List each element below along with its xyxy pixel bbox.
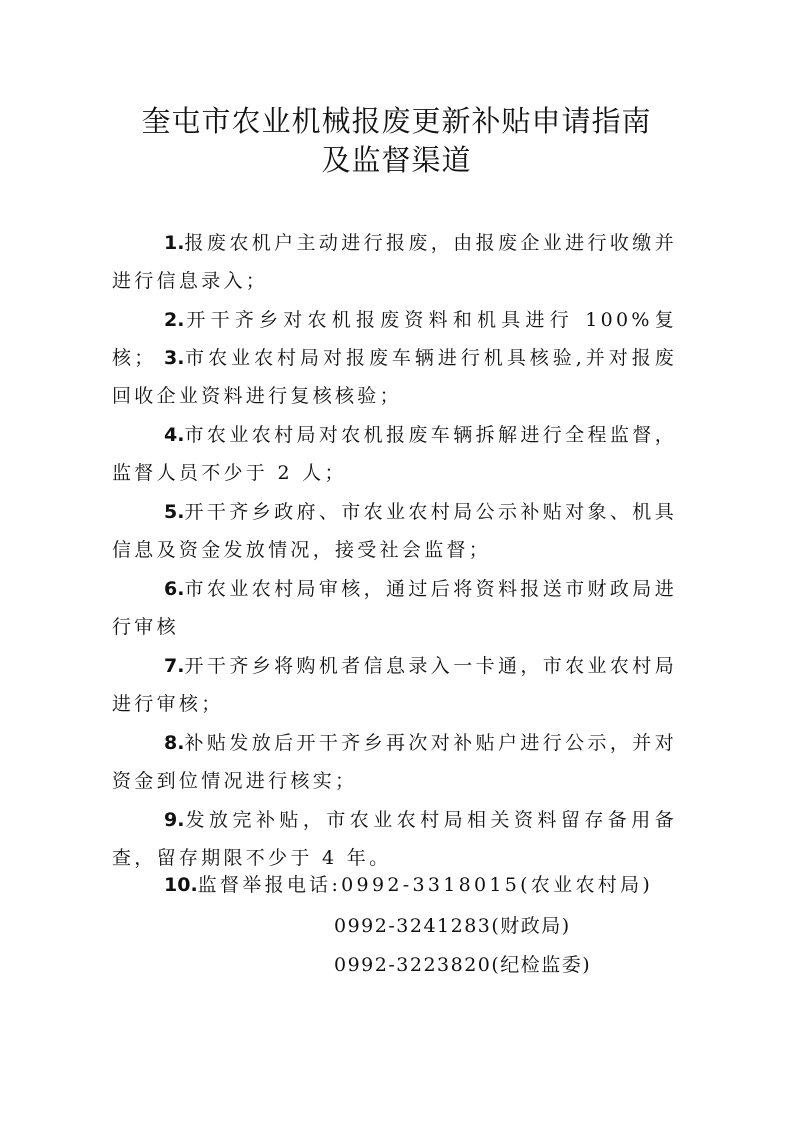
item-number: 7. [164,655,185,677]
item-text: 监督举报电话:0992-3318015(农业农村局) [197,874,654,896]
item-text: 开干齐乡将购机者信息录入一卡通，市农业农村局进行审核； [112,655,677,715]
item-number: 3. [164,347,185,369]
item-number: 6. [164,578,185,600]
item-number: 10. [164,874,198,896]
report-phone-discipline: 0992-3223820(纪检监委) [334,954,592,976]
item-number: 2. [164,309,185,331]
guide-item-8 [112,724,677,800]
item-text: 市农业农村局对农机报废车辆拆解进行全程监督，监督人员不少于 2 人； [112,424,677,484]
guide-item-4 [112,416,677,492]
item-text: 补贴发放后开干齐乡再次对补贴户进行公示，并对资金到位情况进行核实； [112,732,677,792]
guide-item-10 [112,866,677,904]
item-text: 开干齐乡对农机报废资料和机具进行 100%复核； [112,309,677,369]
item-text: 市农业农村局审核，通过后将资料报送市财政局进行审核 [112,578,677,638]
document-title-line1: 奎屯市农业机械报废更新补贴申请指南 [141,104,652,138]
item-text: 发放完补贴，市农业农村局相关资料留存备用备查，留存期限不少于 4 年。 [112,809,677,869]
guide-item-6 [112,570,677,646]
guide-item-7 [112,647,677,723]
item-number: 4. [164,424,185,446]
item-number: 5. [164,501,185,523]
report-phone-finance: 0992-3241283(财政局) [334,915,571,937]
guide-item-5 [112,493,677,569]
item-text: 开干齐乡政府、市农业农村局公示补贴对象、机具信息及资金发放情况，接受社会监督； [112,501,677,561]
item-number: 1. [164,232,185,254]
guide-item-3 [112,339,677,415]
item-text: 市农业农村局对报废车辆进行机具核验,并对报废回收企业资料进行复核核验； [112,347,677,407]
item-text: 报废农机户主动进行报废，由报废企业进行收缴并进行信息录入； [112,232,677,292]
item-number: 9. [164,809,185,831]
item-number: 8. [164,732,185,754]
guide-item-1 [112,224,677,300]
document-title-line2: 及监督渠道 [321,143,472,177]
